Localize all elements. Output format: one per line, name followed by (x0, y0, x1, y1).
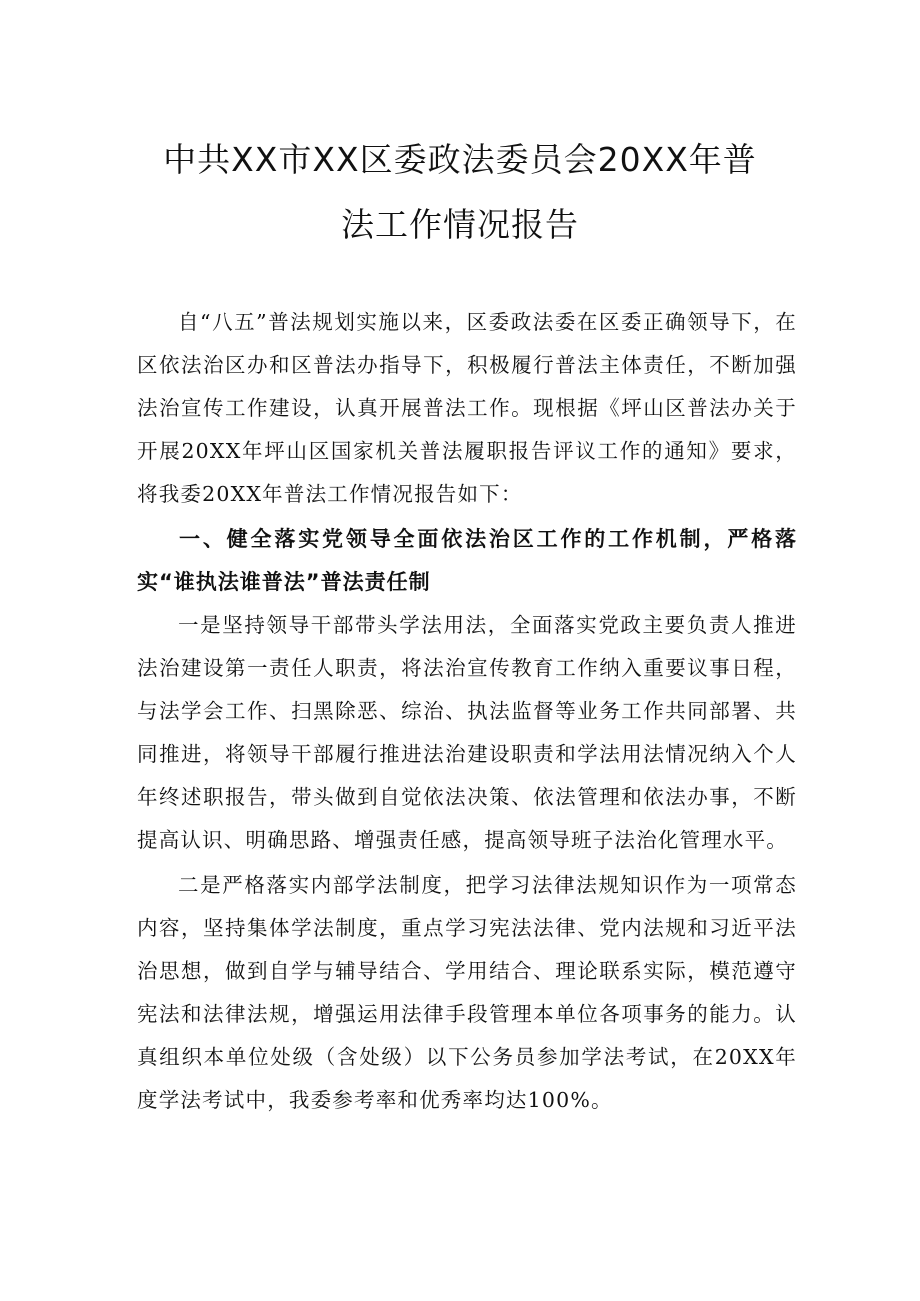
document-title-line-2: 法工作情况报告 (341, 205, 579, 244)
intro-paragraph: 自“八五”普法规划实施以来，区委政法委在区委正确领导下，在区依法治区办和区普法办指导下，积极履行普法主体责任，不断加强法治宣传工作建设，认真开展普法工作。现根据《坪山区普法办关于开展20XX年坪山区国家机关普法履职报告评议工作的通知》要求，将我委20XX年普法工作情况报告如下： (137, 310, 797, 506)
section-1-heading: 一、健全落实党领导全面依法治区工作的工作机制，严格落实“谁执法谁普法”普法责任制 (137, 527, 797, 594)
section-1-item-2: 二是严格落实内部学法制度，把学习法律法规知识作为一项常态内容，坚持集体学法制度，重点学习宪法法律、党内法规和习近平法治思想，做到自学与辅导结合、学用结合、理论联系实际，模范遵守宪法和法律法规，增强运用法律手段管理本单位各项事务的能力。认真组织本单位处级（含处级）以下公务员参加学法考试，在20XX年度学法考试中，我委参考率和优秀率均达100%。 (137, 873, 797, 1112)
section-1-item-1: 一是坚持领导干部带头学法用法，全面落实党政主要负责人推进法治建设第一责任人职责，将法治宣传教育工作纳入重要议事日程，与法学会工作、扫黑除恶、综治、执法监督等业务工作共同部署、共同推进，将领导干部履行推进法治建设职责和学法用法情况纳入个人年终述职报告，带头做到自觉依法决策、依法管理和依法办事，不断提高认识、明确思路、增强责任感，提高领导班子法治化管理水平。 (137, 613, 797, 852)
document-title-line-1: 中共XX市XX区委政法委员会20XX年普 (163, 140, 757, 179)
